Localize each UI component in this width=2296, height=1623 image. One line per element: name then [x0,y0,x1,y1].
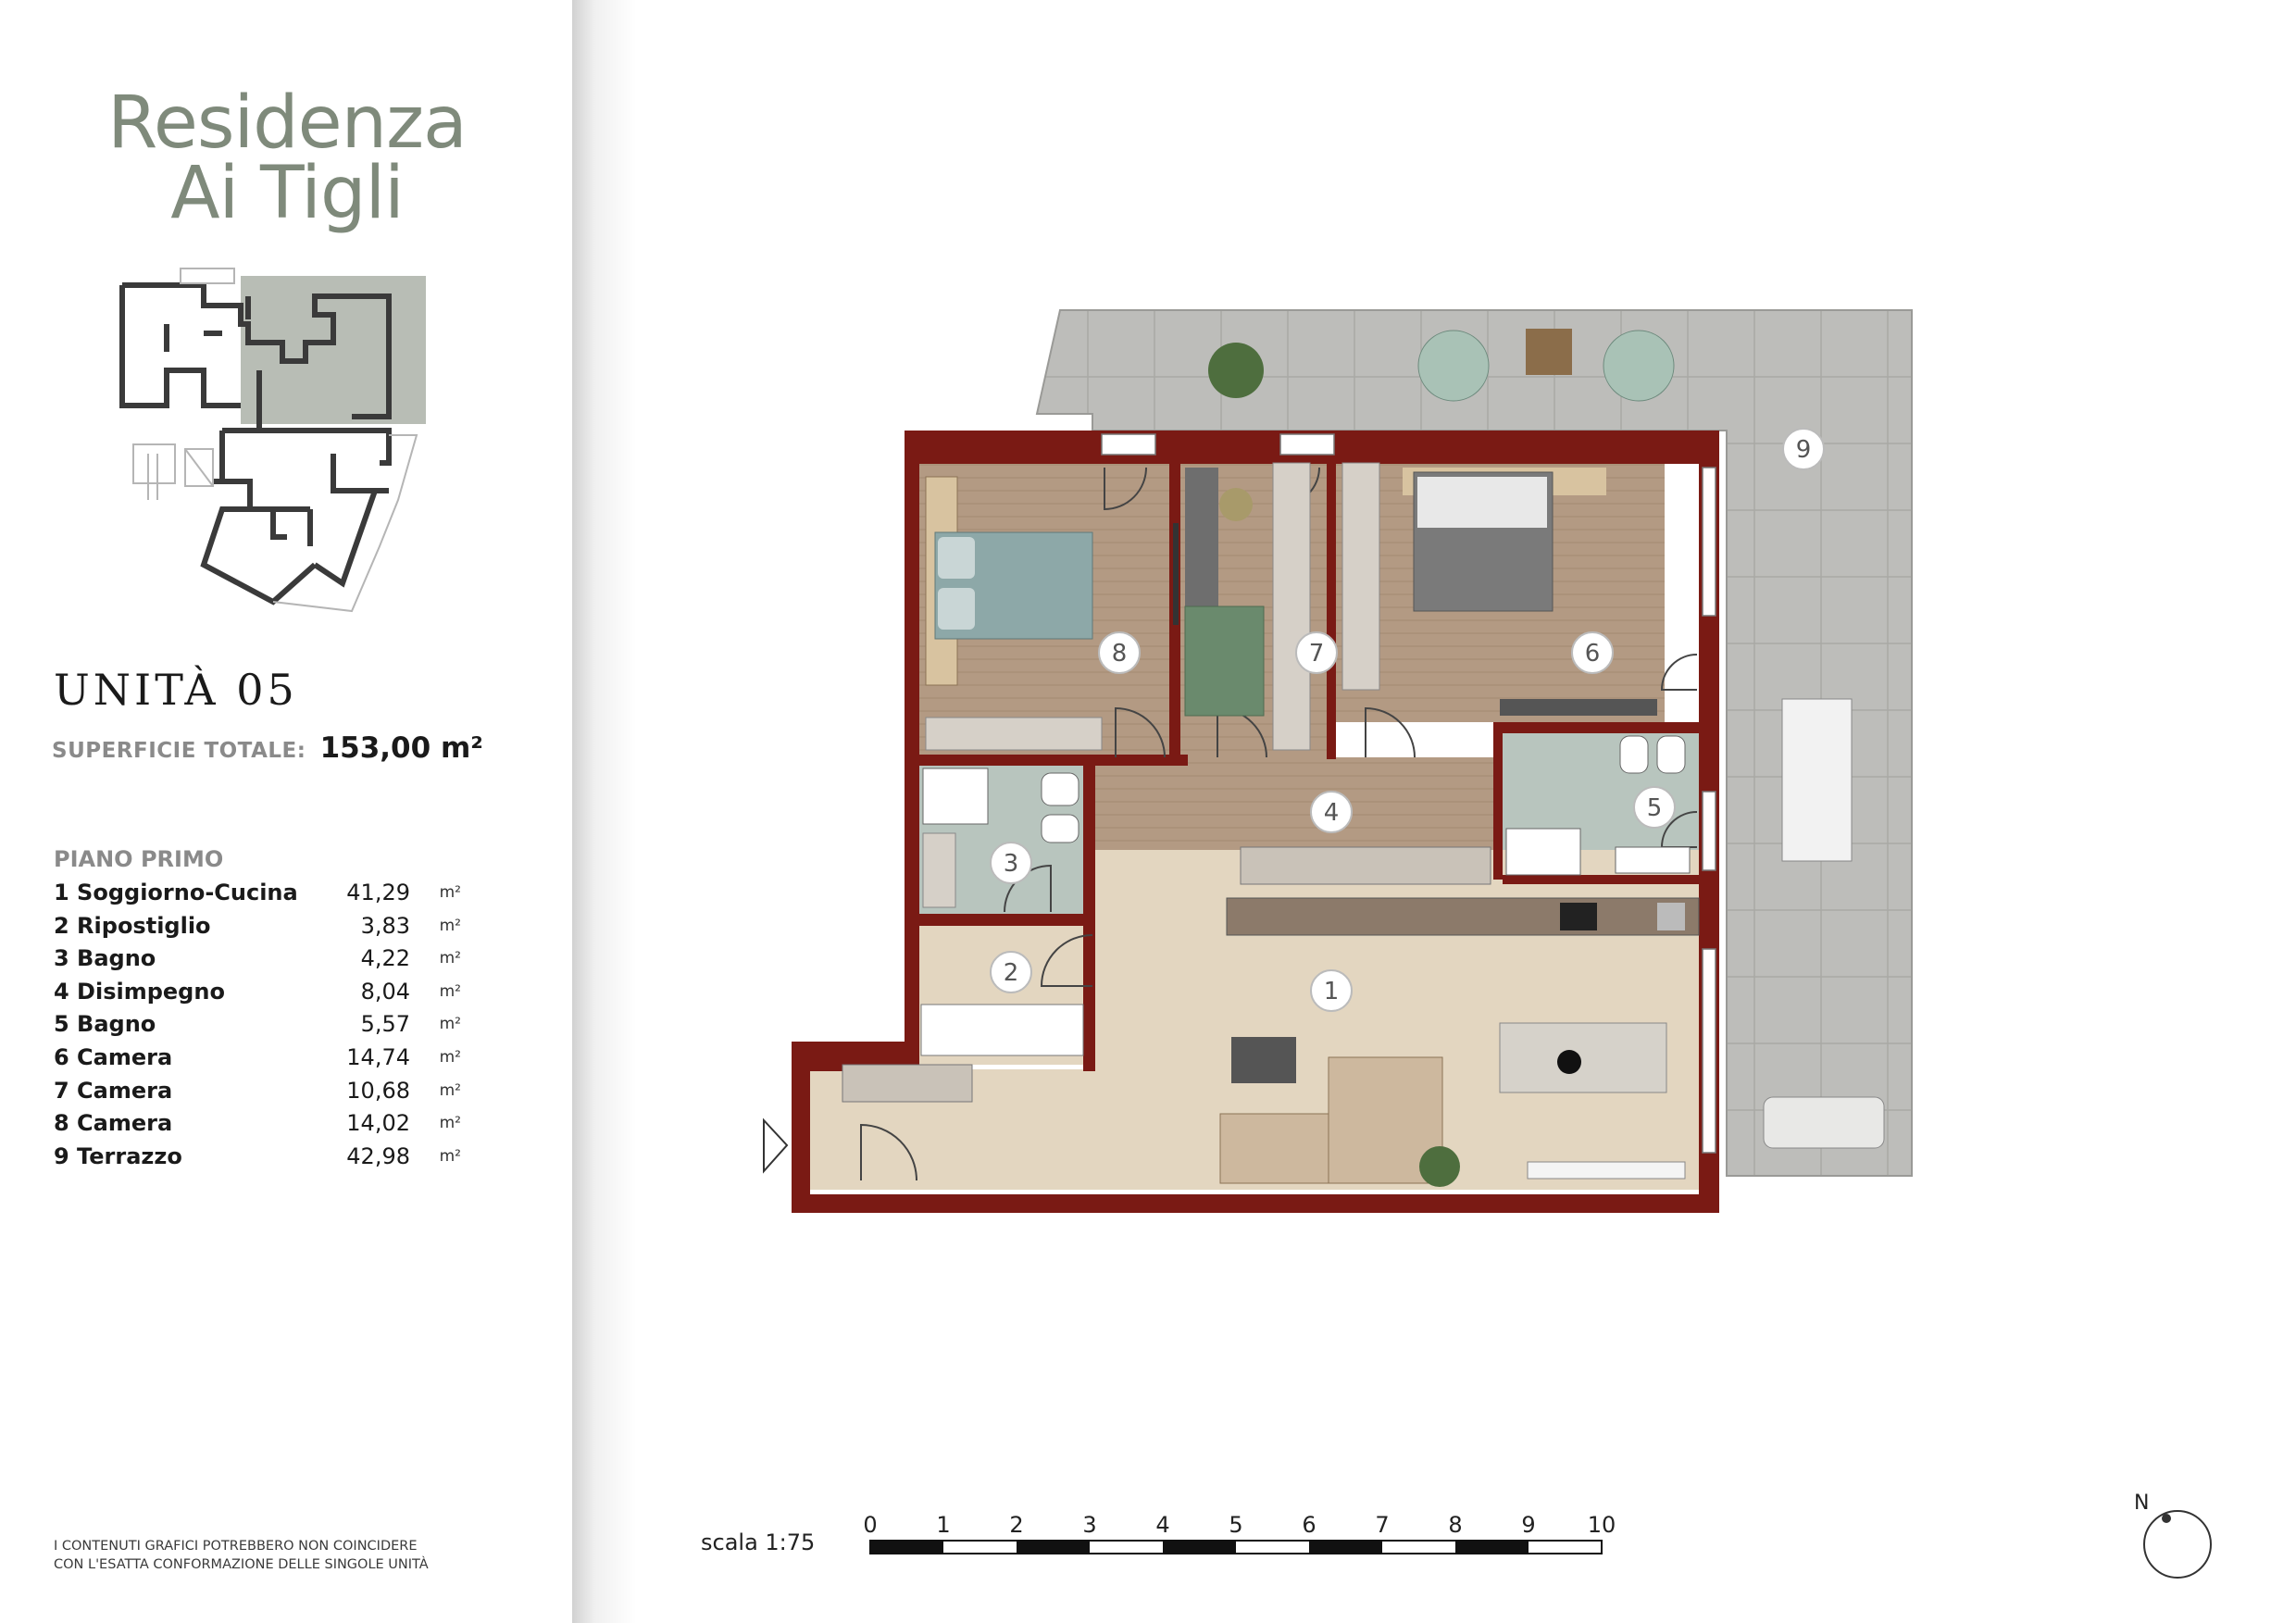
room-list [54,880,461,1176]
room-name: 8 Camera [54,1110,173,1137]
room-unit: m² [439,949,461,968]
terrace-sofa [1764,1097,1884,1148]
room-area: 14,02 [346,1110,410,1137]
brand-line-2: Ai Tigli [170,152,404,235]
room-area: 41,29 [346,880,410,905]
pillow [938,537,975,579]
room-marker-7 [1296,632,1337,673]
shower-3 [923,768,988,824]
disclaimer-line-1: I CONTENUTI GRAFICI POTREBBERO NON COINCIDERE [54,1539,418,1554]
scale-tick: 4 [1155,1512,1170,1538]
room-name: 5 Bagno [54,1011,156,1038]
room-marker-2 [991,952,1031,993]
bed-7 [1185,606,1264,716]
scale-tick: 0 [863,1512,878,1538]
scale-tick: 3 [1082,1512,1097,1538]
kitchen-counter [1227,898,1699,935]
scale-tick: 2 [1009,1512,1024,1538]
room-unit: m² [439,1080,461,1100]
entry-cabinet [842,1065,972,1102]
room-marker-6 [1572,632,1613,673]
room-4-floor [1095,757,1493,850]
scale-label: scala 1:75 [701,1529,816,1555]
svg-text:4: 4 [1323,799,1340,827]
room-unit: m² [439,1015,461,1034]
window [1703,949,1716,1153]
room-name: 2 Ripostiglio [54,912,211,939]
scale-tick: 7 [1375,1512,1390,1538]
vase [1557,1050,1581,1074]
room-marker-4 [1311,792,1352,832]
coffee-table [1231,1037,1296,1083]
tv-unit [1500,699,1657,716]
plant-icon [1419,1146,1460,1187]
room-marker-1 [1311,970,1352,1011]
svg-text:3: 3 [1003,850,1019,878]
room-area: 14,74 [346,1043,410,1070]
svg-text:6: 6 [1584,640,1601,668]
scale-tick: 8 [1448,1512,1463,1538]
room-row [54,913,461,946]
sink-kitchen [1657,903,1685,930]
room-unit: m² [439,1114,461,1133]
dining-table [1500,1023,1666,1092]
svg-text:2: 2 [1003,959,1019,987]
shower [1506,829,1580,875]
sink [1616,847,1690,873]
room-unit: m² [439,1047,461,1067]
total-area-value: 153,00 m² [319,731,483,765]
room-marker-5 [1634,787,1675,828]
fireplace [1528,1162,1685,1179]
floor-plan [755,310,1940,1236]
room-row [54,979,461,1012]
north-arrow-icon [2120,1481,2231,1583]
toilet [1620,736,1648,773]
north-label: N [2134,1492,2150,1515]
terrace-side-table [1526,329,1572,375]
cooktop [1560,903,1597,930]
window [1703,792,1716,870]
disclaimer [54,1537,480,1574]
window [1280,434,1334,455]
toilet-3 [1042,773,1079,805]
entrance-arrow-icon [764,1120,787,1171]
plant-icon [1208,343,1264,398]
tv [1173,523,1179,625]
unit-title: UNITÀ 05 [54,665,298,715]
corridor-cabinet [1241,847,1491,884]
svg-text:8: 8 [1111,640,1128,668]
storage [921,1005,1083,1055]
scale-tick: 6 [1302,1512,1316,1538]
room-row [54,1143,461,1177]
room-unit: m² [439,981,461,1001]
scale-bar [863,1509,1625,1565]
room-name: 9 Terrazzo [54,1142,182,1169]
room-row [54,1044,461,1078]
duvet [1417,477,1547,528]
bidet-3 [1042,815,1079,843]
desk-7 [1185,468,1218,606]
window [1102,434,1155,455]
room-marker-3 [991,843,1031,883]
total-area-row [52,731,483,765]
key-plan-diagram [111,268,435,620]
room-unit: m² [439,1146,461,1166]
info-sidebar [0,0,572,1623]
window [1703,468,1716,616]
room-area: 3,83 [360,912,410,939]
room-row [54,1011,461,1044]
terrace-armchair [1418,331,1489,401]
svg-text:1: 1 [1323,978,1340,1005]
terrace-armchair [1603,331,1674,401]
room-name: 1 Soggiorno-Cucina [54,880,298,905]
room-name: 4 Disimpegno [54,978,225,1005]
terrace-table [1782,699,1852,861]
room-row [54,1110,461,1143]
scale-tick: 5 [1229,1512,1243,1538]
room-area: 42,98 [346,1142,410,1169]
wardrobe-8 [926,718,1102,750]
chair [1219,488,1253,521]
room-marker-8 [1099,632,1140,673]
sidebar-shadow [572,0,637,1623]
room-name: 6 Camera [54,1043,173,1070]
scale-tick: 9 [1521,1512,1536,1538]
floor-label: PIANO PRIMO [54,846,224,872]
brand-line-1: Residenza [107,81,467,165]
brand-logo [83,81,491,235]
total-area-label: SUPERFICIE TOTALE: [52,739,306,763]
svg-text:7: 7 [1308,640,1325,668]
scale-tick: 1 [936,1512,951,1538]
svg-text:9: 9 [1795,436,1812,464]
bidet [1657,736,1685,773]
room-area: 5,57 [360,1011,410,1038]
room-unit: m² [439,883,461,902]
room-area: 10,68 [346,1077,410,1104]
svg-text:5: 5 [1646,794,1663,822]
room-marker-9 [1783,429,1824,469]
room-row [54,1078,461,1111]
room-name: 7 Camera [54,1077,173,1104]
room-row [54,945,461,979]
wardrobe-6 [1342,463,1379,690]
disclaimer-line-2: CON L'ESATTA CONFORMAZIONE DELLE SINGOLE UNITÀ [54,1557,429,1572]
sink-3 [923,833,955,907]
room-unit: m² [439,916,461,935]
room-name: 3 Bagno [54,945,156,972]
pillow [938,588,975,630]
room-area: 4,22 [360,945,410,972]
scale-tick: 10 [1587,1512,1616,1538]
room-area: 8,04 [360,978,410,1005]
room-row [54,880,461,913]
wardrobe-7 [1273,463,1310,750]
